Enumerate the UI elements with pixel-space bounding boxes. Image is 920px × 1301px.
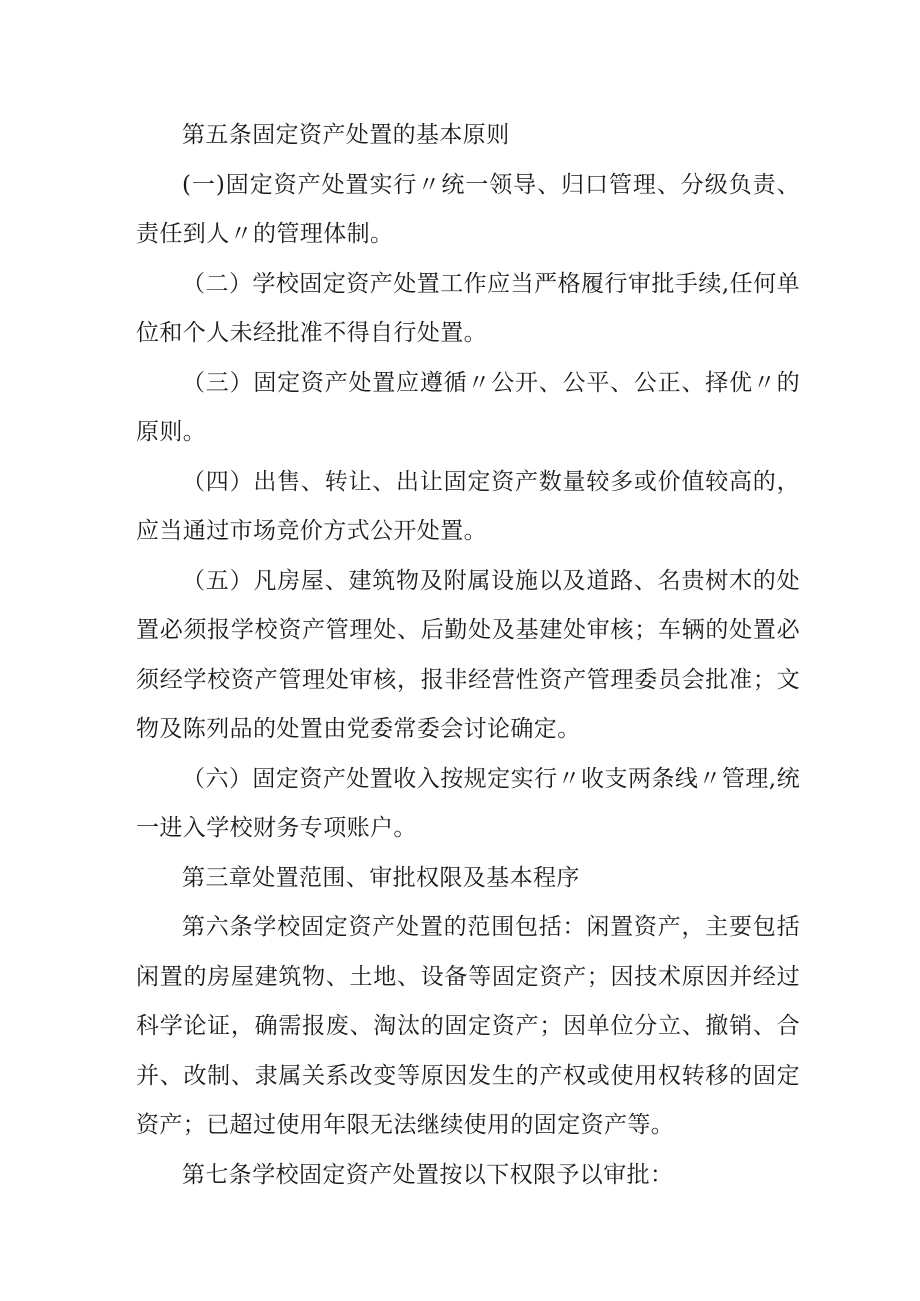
article-5-item-1: (一)固定资产处置实行〃统一领导、归口管理、分级负责、责任到人〃的管理体制。 bbox=[136, 171, 800, 247]
document-body bbox=[136, 111, 800, 1200]
article-5-item-2: （二）学校固定资产处置工作应当严格履行审批手续,任何单位和个人未经批准不得自行处置。 bbox=[136, 270, 800, 346]
article-5-item-5: （五）凡房屋、建筑物及附属设施以及道路、名贵树木的处置必须报学校资产管理处、后勤处及基建处审核；车辆的处置必须经学校资产管理处审核，报非经营性资产管理委员会批准；文物及陈列品的处置由党委常委会讨论确定。 bbox=[136, 567, 800, 742]
article-5-item-6: （六）固定资产处置收入按规定实行〃收支两条线〃管理,统一进入学校财务专项账户。 bbox=[136, 765, 800, 841]
chapter-3-heading: 第三章处置范围、审批权限及基本程序 bbox=[182, 864, 580, 891]
article-7-paragraph: 第七条学校固定资产处置按以下权限予以审批： bbox=[182, 1161, 674, 1188]
article-5-item-3: （三）固定资产处置应遵循〃公开、公平、公正、择优〃的原则。 bbox=[136, 369, 800, 445]
article-6-paragraph: 第六条学校固定资产处置的范围包括：闲置资产，主要包括闲置的房屋建筑物、土地、设备等固定资产；因技术原因并经过科学论证，确需报废、淘汰的固定资产；因单位分立、撤销、合并、改制、隶属关系改变等原因发生的产权或使用权转移的固定资产；已超过使用年限无法继续使用的固定资产等。 bbox=[136, 914, 800, 1138]
article-5-item-4: （四）出售、转让、出让固定资产数量较多或价值较高的，应当通过市场竞价方式公开处置。 bbox=[136, 468, 800, 544]
article-5-heading: 第五条固定资产处置的基本原则 bbox=[182, 122, 510, 148]
